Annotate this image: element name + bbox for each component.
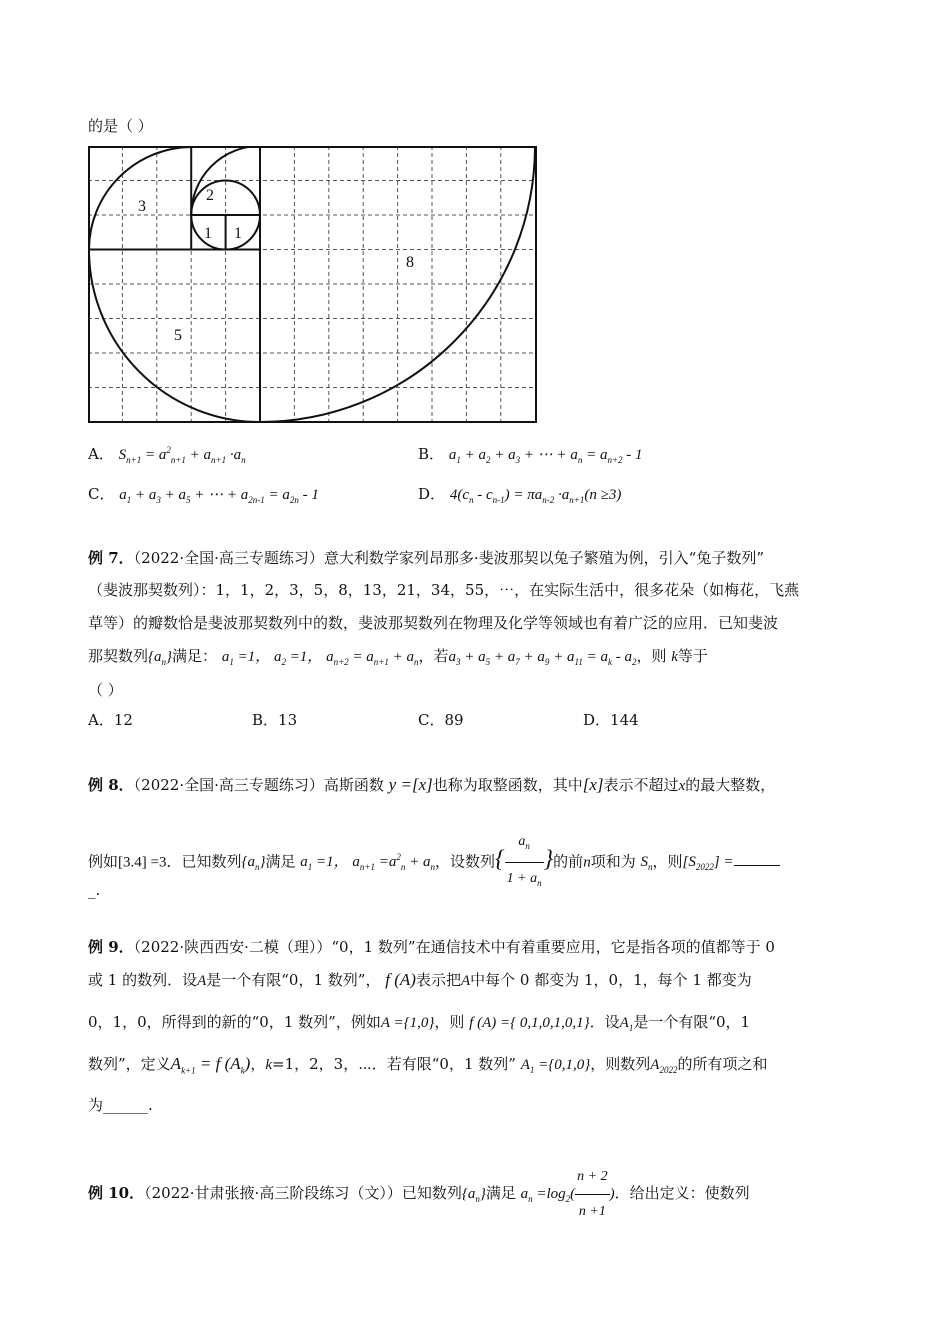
figure-label-2: 2: [206, 187, 214, 204]
q6-option-b: [418, 443, 643, 465]
ex7-seq-an: $\{a_n\}$: [148, 649, 173, 667]
q6-option-b-math: $a_1 + a_2 + a_3$ + ⋯ + $a_n = a_{n+2} - 1$: [448, 447, 643, 465]
figure-label-5: 5: [174, 327, 182, 344]
q6-option-c: [88, 483, 319, 505]
ex7-line-3: 草等）的瓣数恰是斐波那契数列中的数，斐波那契数列在物理及化学等领域也有着广泛的应用．已知斐波: [88, 614, 779, 632]
ex8-fraction: $\frac{a_n}{1 + a_n}$: [505, 826, 544, 899]
q6-option-d-label: D．: [418, 485, 446, 503]
ex9-head: 例 9．: [88, 938, 134, 956]
q6-option-a-math: $S_{n+1} = a^2_{n+1} + a_{n+1} \cdot a_n$: [118, 445, 246, 465]
ex9-fA-math: f (A): [385, 970, 416, 989]
ex8-gauss-math: y =[x]: [388, 775, 433, 794]
q6-option-a-label: A．: [88, 445, 114, 463]
ex7-head: 例 7．: [88, 549, 134, 567]
ex7-option-a: A．12: [88, 711, 133, 729]
ex7-line-4: 那契数列$\{a_n\}$满足： $a_1 =1$， $a_2 =1$， $a_{n+2} = a_{n+1} + a_n$，若$a_3 + a_5 + a_7 + a_9 + a_{11} = a_k - a_2$，则 k等于: [88, 647, 708, 667]
ex9-line-4: 数列”，定义$A_{k+1} = f$ $(A_k)$，k=1，2，3，⋯．若有限“0，1 数列” $A_1 =\{0,1,0\}$，则数列$A_{2022}$的所有项之和: [88, 1054, 768, 1076]
ex7-line-2: （斐波那契数列）：1，1，2，3，5，8，13，21，34，55，⋯，在实际生活中，很多花朵（如梅花，飞燕: [88, 581, 800, 599]
ex8-line-1: 例 8．（2022·全国·高三专题练习）高斯函数 y =[x]也称为取整函数，其中[x]表示不超过x的最大整数，: [88, 775, 776, 794]
ex9-line-2: 或 1 的数列．设A是一个有限“0，1 数列”， f (A)表示把A中每个 0 都变为 1，0，1，每个 1 都变为: [88, 970, 752, 989]
ex7-line-5: （ ）: [88, 681, 123, 699]
ex8-answer-math: $[S_{2022}]$ =: [682, 854, 734, 873]
ex9-example-math: A ={1,0}: [380, 1015, 435, 1031]
ex8-line-2: 例如[3.4] =3．已知数列$\{a_n\}$满足 $a_1 =1$， $a_{n+1} =a^2_n + a_n$，设数列{ $\frac{a_n}{1 + a_n}$ }的前n项和为 $S_n$，则$[S_{2022}]$ =: [88, 826, 780, 899]
ex10-head: 例 10．: [88, 1183, 145, 1202]
figure-label-1b: 1: [234, 225, 242, 242]
figure-label-3: 3: [138, 198, 146, 215]
fibonacci-spiral-figure: [88, 146, 538, 424]
q6-option-d-math: $4(c_n - c_{n-1}) = \pi a_{n-2} \cdot a_{n+1}(n \ge 3)$: [449, 487, 622, 505]
q6-option-a: [88, 443, 246, 465]
q6-option-b-label: B．: [418, 445, 445, 463]
ex10-line-1: 例 10．（2022·甘肃张掖·高三阶段练习（文））已知数列$\{a_n\}$满足 $a_n =\log_2$( $\frac{n + 2}{n +1}$ )．给出定义：使数列: [88, 1160, 750, 1229]
q6-option-d: [418, 483, 621, 505]
ex8-example-math: [3.4] =3: [118, 854, 167, 871]
ex9-line-5: 为______.: [88, 1096, 153, 1114]
ex9-line-3: 0，1，0，所得到的新的“0，1 数列”，例如A ={1,0}，则 f (A) ={ 0,1,0,1,0,1}．设$A_1$是一个有限“0，1: [88, 1013, 751, 1033]
q6-option-c-label: C．: [88, 485, 115, 503]
figure-label-1a: 1: [204, 225, 212, 242]
figure-label-8: 8: [406, 254, 414, 271]
ex9-a1-math: $A_1 =\{0,1,0\}$: [520, 1057, 591, 1075]
ex8-head: 例 8．: [88, 776, 134, 794]
ex7-option-b: B．13: [252, 711, 298, 729]
ex7-option-c: C．89: [418, 711, 464, 729]
ex8-cond-math: $a_1 =1$， $a_{n+1} =a^2_n + a_n$: [300, 852, 435, 873]
ex7-sum-math: $a_3 + a_5 + a_7 + a_9 + a_{11} = a_k - a_2$: [448, 649, 637, 667]
ex7-option-d: D．144: [583, 711, 639, 729]
ex10-formula-math: $a_n =\log_2$( $\frac{n + 2}{n +1}$ ): [521, 1186, 615, 1202]
ex8-line-3: _.: [88, 881, 101, 899]
ex9-result-math: f (A) ={ 0,1,0,1,0,1}: [469, 1015, 590, 1031]
ex7-line-1: 例 7．（2022·全国·高三专题练习）意大利数学家列昂那多·斐波那契以兔子繁殖为例，引入“兔子数列”: [88, 549, 764, 567]
ex8-answer-blank: [734, 865, 780, 866]
intro-line: 的是（ ）: [88, 117, 153, 135]
ex9-def-math: $A_{k+1} = f$ $(A_k)$: [170, 1054, 251, 1076]
q6-option-c-math: $a_1 + a_3 + a_5$ + ⋯ + $a_{2n-1} = a_{2n} - 1$: [119, 487, 319, 505]
ex7-cond-math: $a_1 =1$， $a_2 =1$， $a_{n+2} = a_{n+1} + a_n$: [221, 649, 419, 667]
ex9-line-1: 例 9．（2022·陕西西安·二模（理））“0，1 数列”在通信技术中有着重要应用，它是指各项的值都等于 0: [88, 938, 775, 956]
